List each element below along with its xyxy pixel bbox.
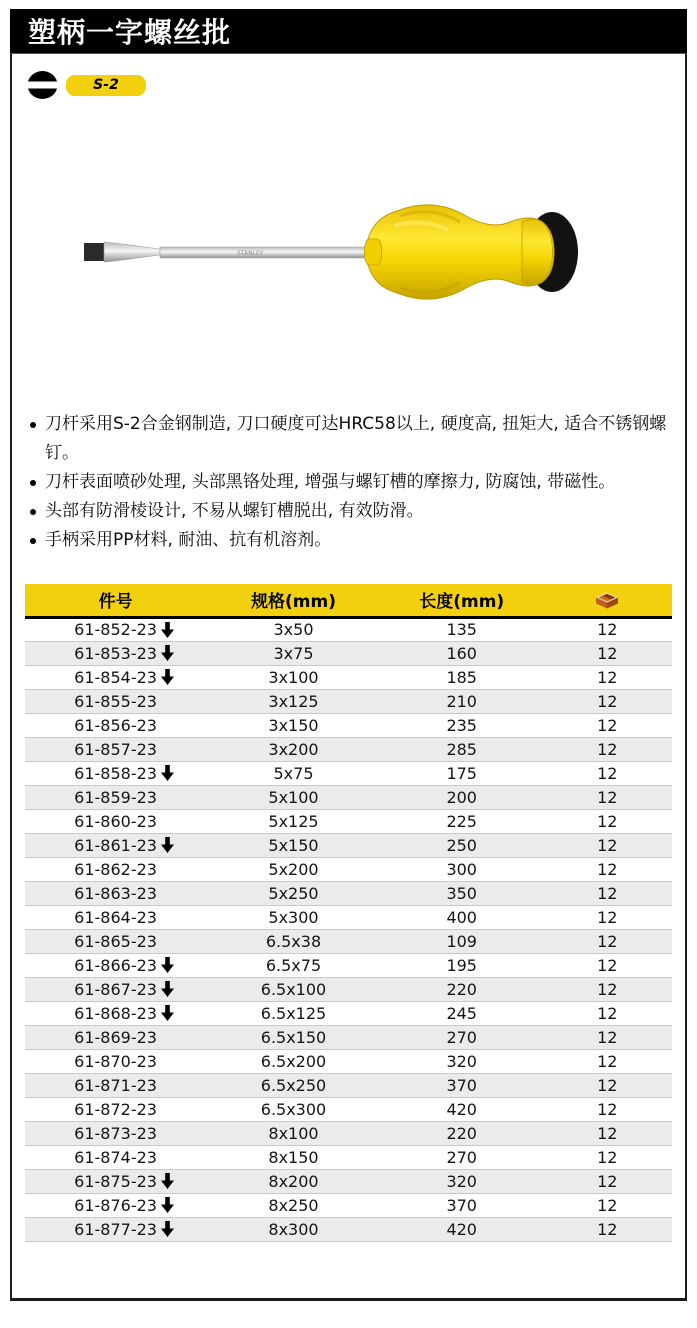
part-number: 61-870-23 — [74, 1051, 157, 1071]
table-row — [25, 929, 672, 953]
catalog-page — [10, 9, 687, 1301]
length-cell: 320 — [381, 1169, 543, 1193]
part-number: 61-871-23 — [74, 1075, 157, 1095]
spec-cell: 5x100 — [206, 785, 381, 809]
length-cell: 270 — [381, 1145, 543, 1169]
pack-qty-cell: 12 — [543, 1001, 672, 1025]
pack-qty-cell: 12 — [543, 785, 672, 809]
feature-item — [28, 410, 676, 468]
length-cell: 320 — [381, 1049, 543, 1073]
pack-qty-cell: 12 — [543, 665, 672, 689]
table-row — [25, 1217, 672, 1241]
table-row — [25, 809, 672, 833]
pack-qty-cell: 12 — [543, 977, 672, 1001]
part-number-cell — [25, 617, 206, 641]
length-cell: 220 — [381, 977, 543, 1001]
part-number: 61-857-23 — [74, 739, 157, 759]
pack-qty-cell: 12 — [543, 1121, 672, 1145]
part-number-cell — [25, 929, 206, 953]
package-icon — [595, 590, 619, 609]
drive-type-row — [27, 71, 146, 99]
length-cell: 160 — [381, 641, 543, 665]
pack-qty-cell: 12 — [543, 857, 672, 881]
length-cell: 109 — [381, 929, 543, 953]
table-row — [25, 1145, 672, 1169]
spec-cell: 8x300 — [206, 1217, 381, 1241]
page-title: 塑柄一字螺丝批 — [28, 16, 232, 49]
table-header-row — [25, 584, 672, 617]
part-number-cell — [25, 881, 206, 905]
part-number-cell — [25, 761, 206, 785]
down-arrow-icon — [161, 669, 174, 685]
part-number: 61-877-23 — [74, 1219, 157, 1239]
spec-cell: 5x300 — [206, 905, 381, 929]
spec-cell: 3x75 — [206, 641, 381, 665]
brand-marking: STANLEY — [237, 250, 264, 257]
spec-cell: 3x125 — [206, 689, 381, 713]
pack-qty-cell: 12 — [543, 953, 672, 977]
part-number-cell — [25, 1073, 206, 1097]
part-number-cell — [25, 1145, 206, 1169]
part-number-cell — [25, 857, 206, 881]
spec-cell: 6.5x125 — [206, 1001, 381, 1025]
part-number: 61-852-23 — [74, 620, 157, 639]
table-row — [25, 953, 672, 977]
down-arrow-icon — [161, 957, 174, 973]
length-header: 长度(mm) — [381, 584, 543, 617]
part-number: 61-863-23 — [74, 883, 157, 903]
table-row — [25, 977, 672, 1001]
part-number: 61-872-23 — [74, 1099, 157, 1119]
part-number-cell — [25, 665, 206, 689]
table-row — [25, 1193, 672, 1217]
spec-cell: 5x150 — [206, 833, 381, 857]
part-number: 61-867-23 — [74, 979, 157, 999]
spec-cell: 3x100 — [206, 665, 381, 689]
spec-cell: 3x200 — [206, 737, 381, 761]
spec-cell: 6.5x100 — [206, 977, 381, 1001]
down-arrow-icon — [161, 645, 174, 661]
pack-qty-cell: 12 — [543, 641, 672, 665]
part-number: 61-860-23 — [74, 811, 157, 831]
length-cell: 370 — [381, 1193, 543, 1217]
length-cell: 400 — [381, 905, 543, 929]
table-row — [25, 833, 672, 857]
feature-list — [28, 410, 676, 555]
part-number-cell — [25, 1217, 206, 1241]
table-row — [25, 1169, 672, 1193]
part-number: 61-862-23 — [74, 859, 157, 879]
spec-cell: 6.5x200 — [206, 1049, 381, 1073]
spec-cell: 3x150 — [206, 713, 381, 737]
parts-table-body — [25, 617, 672, 1241]
spec-cell: 8x250 — [206, 1193, 381, 1217]
down-arrow-icon — [161, 622, 174, 638]
table-row — [25, 1097, 672, 1121]
feature-text: 刀杆表面喷砂处理, 头部黑铬处理, 增强与螺钉槽的摩擦力, 防腐蚀, 带磁性。 — [45, 472, 616, 492]
pack-qty-cell: 12 — [543, 833, 672, 857]
length-cell: 185 — [381, 665, 543, 689]
part-number-cell — [25, 641, 206, 665]
length-cell: 210 — [381, 689, 543, 713]
feature-text: 刀杆采用S-2合金钢制造, 刀口硬度可达HRC58以上, 硬度高, 扭矩大, 适合不锈钢螺钉。 — [45, 414, 667, 463]
part-number: 61-873-23 — [74, 1123, 157, 1143]
steel-grade-label: S-2 — [93, 77, 119, 93]
slotted-drive-icon — [27, 71, 58, 99]
table-row — [25, 857, 672, 881]
table-row — [25, 617, 672, 641]
table-row — [25, 785, 672, 809]
table-row — [25, 665, 672, 689]
part-number-cell — [25, 977, 206, 1001]
length-cell: 175 — [381, 761, 543, 785]
length-cell: 235 — [381, 713, 543, 737]
pack-qty-cell: 12 — [543, 713, 672, 737]
part-number-cell — [25, 1025, 206, 1049]
down-arrow-icon — [161, 1197, 174, 1213]
spec-cell: 6.5x150 — [206, 1025, 381, 1049]
part-number: 61-874-23 — [74, 1147, 157, 1167]
content-panel — [10, 53, 687, 1301]
down-arrow-icon — [161, 981, 174, 997]
part-number-cell — [25, 1001, 206, 1025]
feature-item — [28, 497, 676, 526]
spec-cell: 5x200 — [206, 857, 381, 881]
part-number-cell — [25, 833, 206, 857]
steel-grade-badge — [66, 75, 146, 96]
part-number: 61-856-23 — [74, 715, 157, 735]
page-title-bar — [10, 9, 687, 53]
shaft — [160, 247, 370, 258]
spec-cell: 8x100 — [206, 1121, 381, 1145]
part-number-cell — [25, 737, 206, 761]
table-row — [25, 761, 672, 785]
table-row — [25, 737, 672, 761]
length-cell: 420 — [381, 1217, 543, 1241]
length-cell: 195 — [381, 953, 543, 977]
pack-qty-cell: 12 — [543, 1073, 672, 1097]
part-number-cell — [25, 1097, 206, 1121]
pack-qty-cell: 12 — [543, 1217, 672, 1241]
spec-cell: 5x250 — [206, 881, 381, 905]
pack-qty-cell: 12 — [543, 1193, 672, 1217]
product-image — [82, 192, 582, 312]
pack-qty-header — [543, 584, 672, 617]
pack-qty-cell: 12 — [543, 1145, 672, 1169]
part-number-cell — [25, 905, 206, 929]
length-cell: 225 — [381, 809, 543, 833]
pack-qty-cell: 12 — [543, 1097, 672, 1121]
feature-item — [28, 468, 676, 497]
spec-cell: 6.5x38 — [206, 929, 381, 953]
down-arrow-icon — [161, 1005, 174, 1021]
length-cell: 220 — [381, 1121, 543, 1145]
part-number: 61-859-23 — [74, 787, 157, 807]
down-arrow-icon — [161, 1173, 174, 1189]
table-row — [25, 905, 672, 929]
part-number-cell — [25, 785, 206, 809]
part-number: 61-865-23 — [74, 931, 157, 951]
part-number: 61-866-23 — [74, 955, 157, 975]
pack-qty-cell: 12 — [543, 689, 672, 713]
spec-cell: 6.5x250 — [206, 1073, 381, 1097]
table-row — [25, 1001, 672, 1025]
length-cell: 285 — [381, 737, 543, 761]
part-number-header: 件号 — [25, 584, 206, 617]
feature-item — [28, 526, 676, 555]
screwdriver-illustration — [82, 192, 582, 312]
spec-cell: 5x125 — [206, 809, 381, 833]
part-number-cell — [25, 1049, 206, 1073]
part-number: 61-855-23 — [74, 691, 157, 711]
down-arrow-icon — [161, 1221, 174, 1237]
down-arrow-icon — [161, 765, 174, 781]
table-row — [25, 1049, 672, 1073]
spec-cell: 8x150 — [206, 1145, 381, 1169]
pack-qty-cell: 12 — [543, 1025, 672, 1049]
table-row — [25, 881, 672, 905]
spec-cell: 6.5x75 — [206, 953, 381, 977]
part-number-cell — [25, 1169, 206, 1193]
length-cell: 270 — [381, 1025, 543, 1049]
spec-cell: 8x200 — [206, 1169, 381, 1193]
pack-qty-cell: 12 — [543, 737, 672, 761]
pack-qty-cell: 12 — [543, 809, 672, 833]
part-number: 61-858-23 — [74, 763, 157, 783]
length-cell: 135 — [446, 620, 477, 639]
spec-cell: 6.5x300 — [206, 1097, 381, 1121]
table-row — [25, 713, 672, 737]
part-number: 61-868-23 — [74, 1003, 157, 1023]
part-number: 61-864-23 — [74, 907, 157, 927]
length-cell: 300 — [381, 857, 543, 881]
parts-table — [25, 584, 672, 1242]
table-row — [25, 641, 672, 665]
part-number: 61-875-23 — [74, 1171, 157, 1191]
part-number: 61-853-23 — [74, 643, 157, 663]
pack-qty-cell: 12 — [543, 1049, 672, 1073]
table-row — [25, 1073, 672, 1097]
length-cell: 350 — [381, 881, 543, 905]
part-number-cell — [25, 713, 206, 737]
part-number-cell — [25, 809, 206, 833]
part-number-cell — [25, 1193, 206, 1217]
spec-header: 规格(mm) — [206, 584, 381, 617]
blade-tip — [84, 243, 104, 261]
pack-qty-cell: 12 — [543, 1169, 672, 1193]
length-cell: 250 — [381, 833, 543, 857]
part-number-cell — [25, 689, 206, 713]
part-number: 61-854-23 — [74, 667, 157, 687]
table-row — [25, 689, 672, 713]
length-cell: 370 — [381, 1073, 543, 1097]
part-number: 61-869-23 — [74, 1027, 157, 1047]
pack-qty-cell: 12 — [543, 905, 672, 929]
feature-text: 手柄采用PP材料, 耐油、抗有机溶剂。 — [45, 530, 332, 550]
length-cell: 245 — [381, 1001, 543, 1025]
down-arrow-icon — [161, 837, 174, 853]
pack-qty-cell: 12 — [543, 761, 672, 785]
table-row — [25, 1121, 672, 1145]
pack-qty-cell: 12 — [597, 620, 618, 639]
pack-qty-cell: 12 — [543, 881, 672, 905]
length-cell: 420 — [381, 1097, 543, 1121]
part-number-cell — [25, 1121, 206, 1145]
pack-qty-cell: 12 — [543, 929, 672, 953]
spec-cell: 5x75 — [206, 761, 381, 785]
part-number-cell — [25, 953, 206, 977]
part-number: 61-876-23 — [74, 1195, 157, 1215]
feature-text: 头部有防滑棱设计, 不易从螺钉槽脱出, 有效防滑。 — [45, 501, 424, 521]
length-cell: 200 — [381, 785, 543, 809]
table-row — [25, 1025, 672, 1049]
spec-cell: 3x50 — [273, 620, 314, 639]
part-number: 61-861-23 — [74, 835, 157, 855]
